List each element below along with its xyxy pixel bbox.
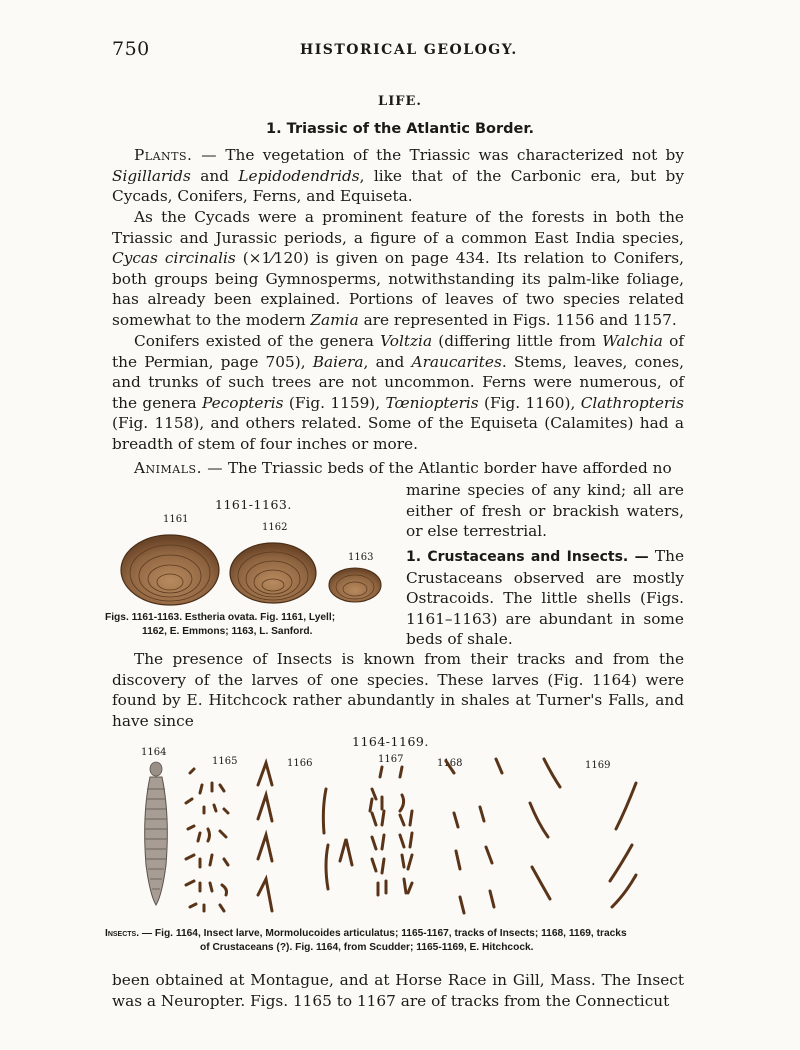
label-1168: 1168 [437,758,463,769]
crustaceans-heading: 1. Crustaceans and Insects. — [406,549,649,565]
insect-tracks-illustration [120,755,660,925]
insects-caption: Insects. — Fig. 1164, Insect larve, Mormolucoides articulatus; 1165-1167, tracks of Insects; 1168, 1169, tracks of Crustaceans (?). Fig. 1164, from Scudder; 1165-1169, E. Hitchcock. [105,928,627,953]
running-title: HISTORICAL GEOLOGY. [300,42,518,58]
label-1161: 1161 [163,514,189,525]
tracks-1168 [446,759,502,913]
shells-caption: Figs. 1161-1163. Estheria ovata. Fig. 1161, Lyell; 1162, E. Emmons; 1163, L. Sanford. [105,612,336,637]
plants-paragraph-2: As the Cycads were a prominent feature of the forests in both the Triassic and Jurassic periods, a figure of a common East India species, Cycas circinalis (×1⁄120) is given on page 434. Its relation to Conifers, both groups being Gymnosperms, notwithstanding its palm-like foliage, has already been explained. Portions of leaves of two species related somewhat to the modern Zamia are represented in Figs. 1156 and 1157. [112,208,684,329]
tracks-1169 [530,759,636,907]
tracks-1166 [258,763,352,911]
shell-1161 [121,535,219,605]
crustaceans-paragraph: 1. Crustaceans and Insects. — The Crustaceans observed are mostly Ostracoids. The little shells (Figs. 1161–1163) are abundant in some beds of shale. [406,547,684,649]
tracks-1165 [186,769,228,911]
label-1162: 1162 [262,522,288,533]
label-1165: 1165 [212,756,238,767]
animals-paragraph-line1: Animals. — The Triassic beds of the Atlantic border have afforded no [134,459,672,477]
label-1166: 1166 [287,758,313,769]
label-1163: 1163 [348,552,374,563]
label-1167: 1167 [378,754,404,765]
plants-paragraph-3: Conifers existed of the genera Voltzia (differing little from Walchia of the Permian, page 705), Baiera, and Araucarites. Stems, leaves, cones, and trunks of such trees are not uncommon. Ferns were numerous, of the genera Pecopteris (Fig. 1159), Tœniopteris (Fig. 1160), Clathropteris (Fig. 1158), and others related. Some of the Equiseta (Calamites) had a breadth of stem of four inches or more. [112,332,684,453]
subheading: 1. Triassic of the Atlantic Border. [266,121,534,137]
shell-1163 [329,568,381,602]
label-1164: 1164 [141,747,167,758]
tracks-1167 [370,767,412,895]
insect-larva-1164 [145,762,168,905]
plants-paragraph-1: Plants. — The vegetation of the Triassic was characterized not by Sigillarids and Lepidodendrids, like that of the Carbonic era, but by Cycads, Conifers, Ferns, and Equiseta. [112,146,684,206]
insects-figure-title: 1164-1169. [352,734,429,749]
shell-1162 [230,543,316,603]
label-1169: 1169 [585,760,611,771]
closing-paragraph: been obtained at Montague, and at Horse Race in Gill, Mass. The Insect was a Neuropter. Figs. 1165 to 1167 are of tracks from the Connecticut [112,971,684,1010]
page-number: 750 [112,38,150,60]
plants-lead: Plants. — [134,146,218,164]
shells-figure-title: 1161-1163. [215,497,292,512]
estheria-shells-illustration [115,525,390,610]
section-title: LIFE. [378,94,422,109]
insects-paragraph: The presence of Insects is known from their tracks and from the discovery of the larves of one species. These larves (Fig. 1164) were found by E. Hitchcock rather abundantly in shales at Turner's Falls, and have since [112,650,684,730]
animals-paragraph-rest: marine species of any kind; all are either of fresh or brackish waters, or else terrestrial. [406,481,684,541]
